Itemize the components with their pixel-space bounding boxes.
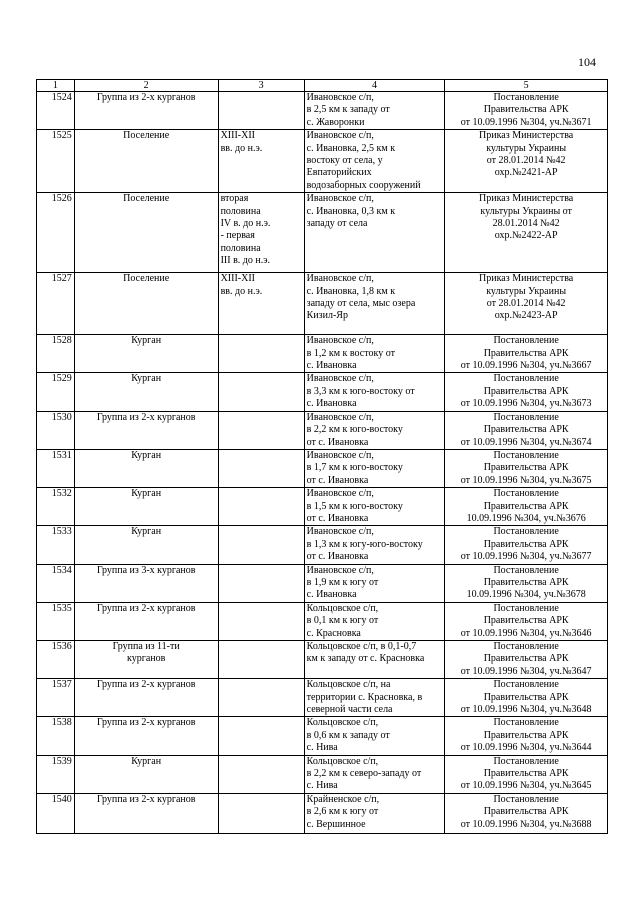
column-header-location: 4 — [304, 80, 445, 92]
site-period — [218, 564, 304, 602]
row-number: 1525 — [37, 130, 75, 193]
legal-document: Постановление Правительства АРК от 10.09.1996 №304, уч.№3648 — [445, 679, 608, 717]
row-number: 1539 — [37, 755, 75, 793]
legal-document: Постановление Правительства АРК от 10.09.1996 №304, уч.№3647 — [445, 641, 608, 679]
site-name: Поселение — [74, 130, 218, 193]
site-name: Группа из 2-х курганов — [74, 602, 218, 640]
site-location: Ивановское с/п, в 1,7 км к юго-востоку от с. Ивановка — [304, 449, 445, 487]
column-header-document: 5 — [445, 80, 608, 92]
legal-document: Постановление Правительства АРК от 10.09.1996 №304, уч.№3688 — [445, 793, 608, 833]
row-number: 1526 — [37, 193, 75, 273]
site-location: Кольцовское с/п, в 0,6 км к западу от с. Нива — [304, 717, 445, 755]
site-period — [218, 411, 304, 449]
row-number: 1540 — [37, 793, 75, 833]
site-period — [218, 488, 304, 526]
row-number: 1527 — [37, 273, 75, 335]
legal-document: Постановление Правительства АРК от 10.09.1996 №304, уч.№3673 — [445, 373, 608, 411]
column-header-period: 3 — [218, 80, 304, 92]
table-row — [37, 488, 608, 526]
row-number: 1537 — [37, 679, 75, 717]
legal-document: Постановление Правительства АРК от 10.09.1996 №304, уч.№3675 — [445, 449, 608, 487]
table-row — [37, 679, 608, 717]
site-name: Курган — [74, 755, 218, 793]
table-row — [37, 717, 608, 755]
site-period — [218, 335, 304, 373]
table-row — [37, 641, 608, 679]
site-period — [218, 717, 304, 755]
site-location: Ивановское с/п, в 2,2 км к юго-востоку от с. Ивановка — [304, 411, 445, 449]
site-location: Ивановское с/п, в 1,5 км к юго-востоку от с. Ивановка — [304, 488, 445, 526]
legal-document: Постановление Правительства АРК 10.09.1996 №304, уч.№3676 — [445, 488, 608, 526]
site-name: Группа из 2-х курганов — [74, 793, 218, 833]
site-location: Кольцовское с/п, в 0,1-0,7 км к западу от с. Красновка — [304, 641, 445, 679]
site-period — [218, 449, 304, 487]
site-period — [218, 526, 304, 564]
row-number: 1536 — [37, 641, 75, 679]
site-name: Курган — [74, 335, 218, 373]
table-row — [37, 193, 608, 273]
row-number: 1535 — [37, 602, 75, 640]
table-row — [37, 130, 608, 193]
legal-document: Приказ Министерства культуры Украины от 28.01.2014 №42 охр.№2422-АР — [445, 193, 608, 273]
site-period — [218, 679, 304, 717]
table-row — [37, 602, 608, 640]
site-name: Поселение — [74, 193, 218, 273]
site-location: Кольцовское с/п, в 2,2 км к северо-западу от с. Нива — [304, 755, 445, 793]
site-name: Группа из 3-х курганов — [74, 564, 218, 602]
site-period — [218, 641, 304, 679]
site-period — [218, 373, 304, 411]
site-name: Группа из 2-х курганов — [74, 717, 218, 755]
table-row — [37, 273, 608, 335]
column-header-name: 2 — [74, 80, 218, 92]
legal-document: Постановление Правительства АРК от 10.09.1996 №304, уч.№3674 — [445, 411, 608, 449]
site-location: Кольцовское с/п, на территории с. Красновка, в северной части села — [304, 679, 445, 717]
row-number: 1528 — [37, 335, 75, 373]
site-name: Курган — [74, 488, 218, 526]
legal-document: Постановление Правительства АРК от 10.09.1996 №304, уч.№3645 — [445, 755, 608, 793]
legal-document: Приказ Министерства культуры Украины от 28.01.2014 №42 охр.№2421-АР — [445, 130, 608, 193]
table-body — [37, 92, 608, 834]
row-number: 1531 — [37, 449, 75, 487]
legal-document: Постановление Правительства АРК от 10.09.1996 №304, уч.№3667 — [445, 335, 608, 373]
site-name: Курган — [74, 526, 218, 564]
site-name: Курган — [74, 373, 218, 411]
site-location: Ивановское с/п, в 1,3 км к югу-юго-востоку от с. Ивановка — [304, 526, 445, 564]
column-header-number: 1 — [37, 80, 75, 92]
site-name: Курган — [74, 449, 218, 487]
site-period — [218, 755, 304, 793]
table-row — [37, 373, 608, 411]
table-row — [37, 793, 608, 833]
site-location: Ивановское с/п, с. Ивановка, 0,3 км к западу от села — [304, 193, 445, 273]
table-row — [37, 335, 608, 373]
site-name: Группа из 2-х курганов — [74, 679, 218, 717]
page-number: 104 — [578, 55, 596, 69]
site-location: Ивановское с/п, в 1,9 км к югу от с. Ивановка — [304, 564, 445, 602]
row-number: 1532 — [37, 488, 75, 526]
table-row — [37, 411, 608, 449]
site-period: XIII-XII вв. до н.э. — [218, 130, 304, 193]
site-name: Группа из 11-ти курганов — [74, 641, 218, 679]
site-location: Кольцовское с/п, в 0,1 км к югу от с. Красновка — [304, 602, 445, 640]
table-row — [37, 92, 608, 130]
site-location: Ивановское с/п, с. Ивановка, 2,5 км к востоку от села, у Евпаторийских водозаборных сооружений — [304, 130, 445, 193]
site-period: XIII-XII вв. до н.э. — [218, 273, 304, 335]
row-number: 1534 — [37, 564, 75, 602]
site-name: Группа из 2-х курганов — [74, 92, 218, 130]
heritage-registry-table — [36, 79, 608, 834]
row-number: 1524 — [37, 92, 75, 130]
site-name: Поселение — [74, 273, 218, 335]
row-number: 1533 — [37, 526, 75, 564]
site-name: Группа из 2-х курганов — [74, 411, 218, 449]
site-location: Ивановское с/п, в 3,3 км к юго-востоку от с. Ивановка — [304, 373, 445, 411]
row-number: 1530 — [37, 411, 75, 449]
site-location: Ивановское с/п, в 2,5 км к западу от с. Жаворонки — [304, 92, 445, 130]
site-location: Ивановское с/п, с. Ивановка, 1,8 км к западу от села, мыс озера Кизил-Яр — [304, 273, 445, 335]
header-row — [37, 80, 608, 92]
row-number: 1529 — [37, 373, 75, 411]
site-period — [218, 92, 304, 130]
site-location: Ивановское с/п, в 1,2 км к востоку от с. Ивановка — [304, 335, 445, 373]
table-row — [37, 564, 608, 602]
table-row — [37, 755, 608, 793]
legal-document: Постановление Правительства АРК от 10.09.1996 №304, уч.№3644 — [445, 717, 608, 755]
legal-document: Постановление Правительства АРК от 10.09.1996 №304, уч.№3677 — [445, 526, 608, 564]
site-period — [218, 793, 304, 833]
legal-document: Постановление Правительства АРК от 10.09.1996 №304, уч.№3671 — [445, 92, 608, 130]
table-row — [37, 449, 608, 487]
site-period: вторая половина IV в. до н.э. - первая половина III в. до н.э. — [218, 193, 304, 273]
legal-document: Постановление Правительства АРК 10.09.1996 №304, уч.№3678 — [445, 564, 608, 602]
site-location: Крайненское с/п, в 2,6 км к югу от с. Вершинное — [304, 793, 445, 833]
table-row — [37, 526, 608, 564]
legal-document: Приказ Министерства культуры Украины от 28.01.2014 №42 охр.№2423-АР — [445, 273, 608, 335]
site-period — [218, 602, 304, 640]
legal-document: Постановление Правительства АРК от 10.09.1996 №304, уч.№3646 — [445, 602, 608, 640]
row-number: 1538 — [37, 717, 75, 755]
